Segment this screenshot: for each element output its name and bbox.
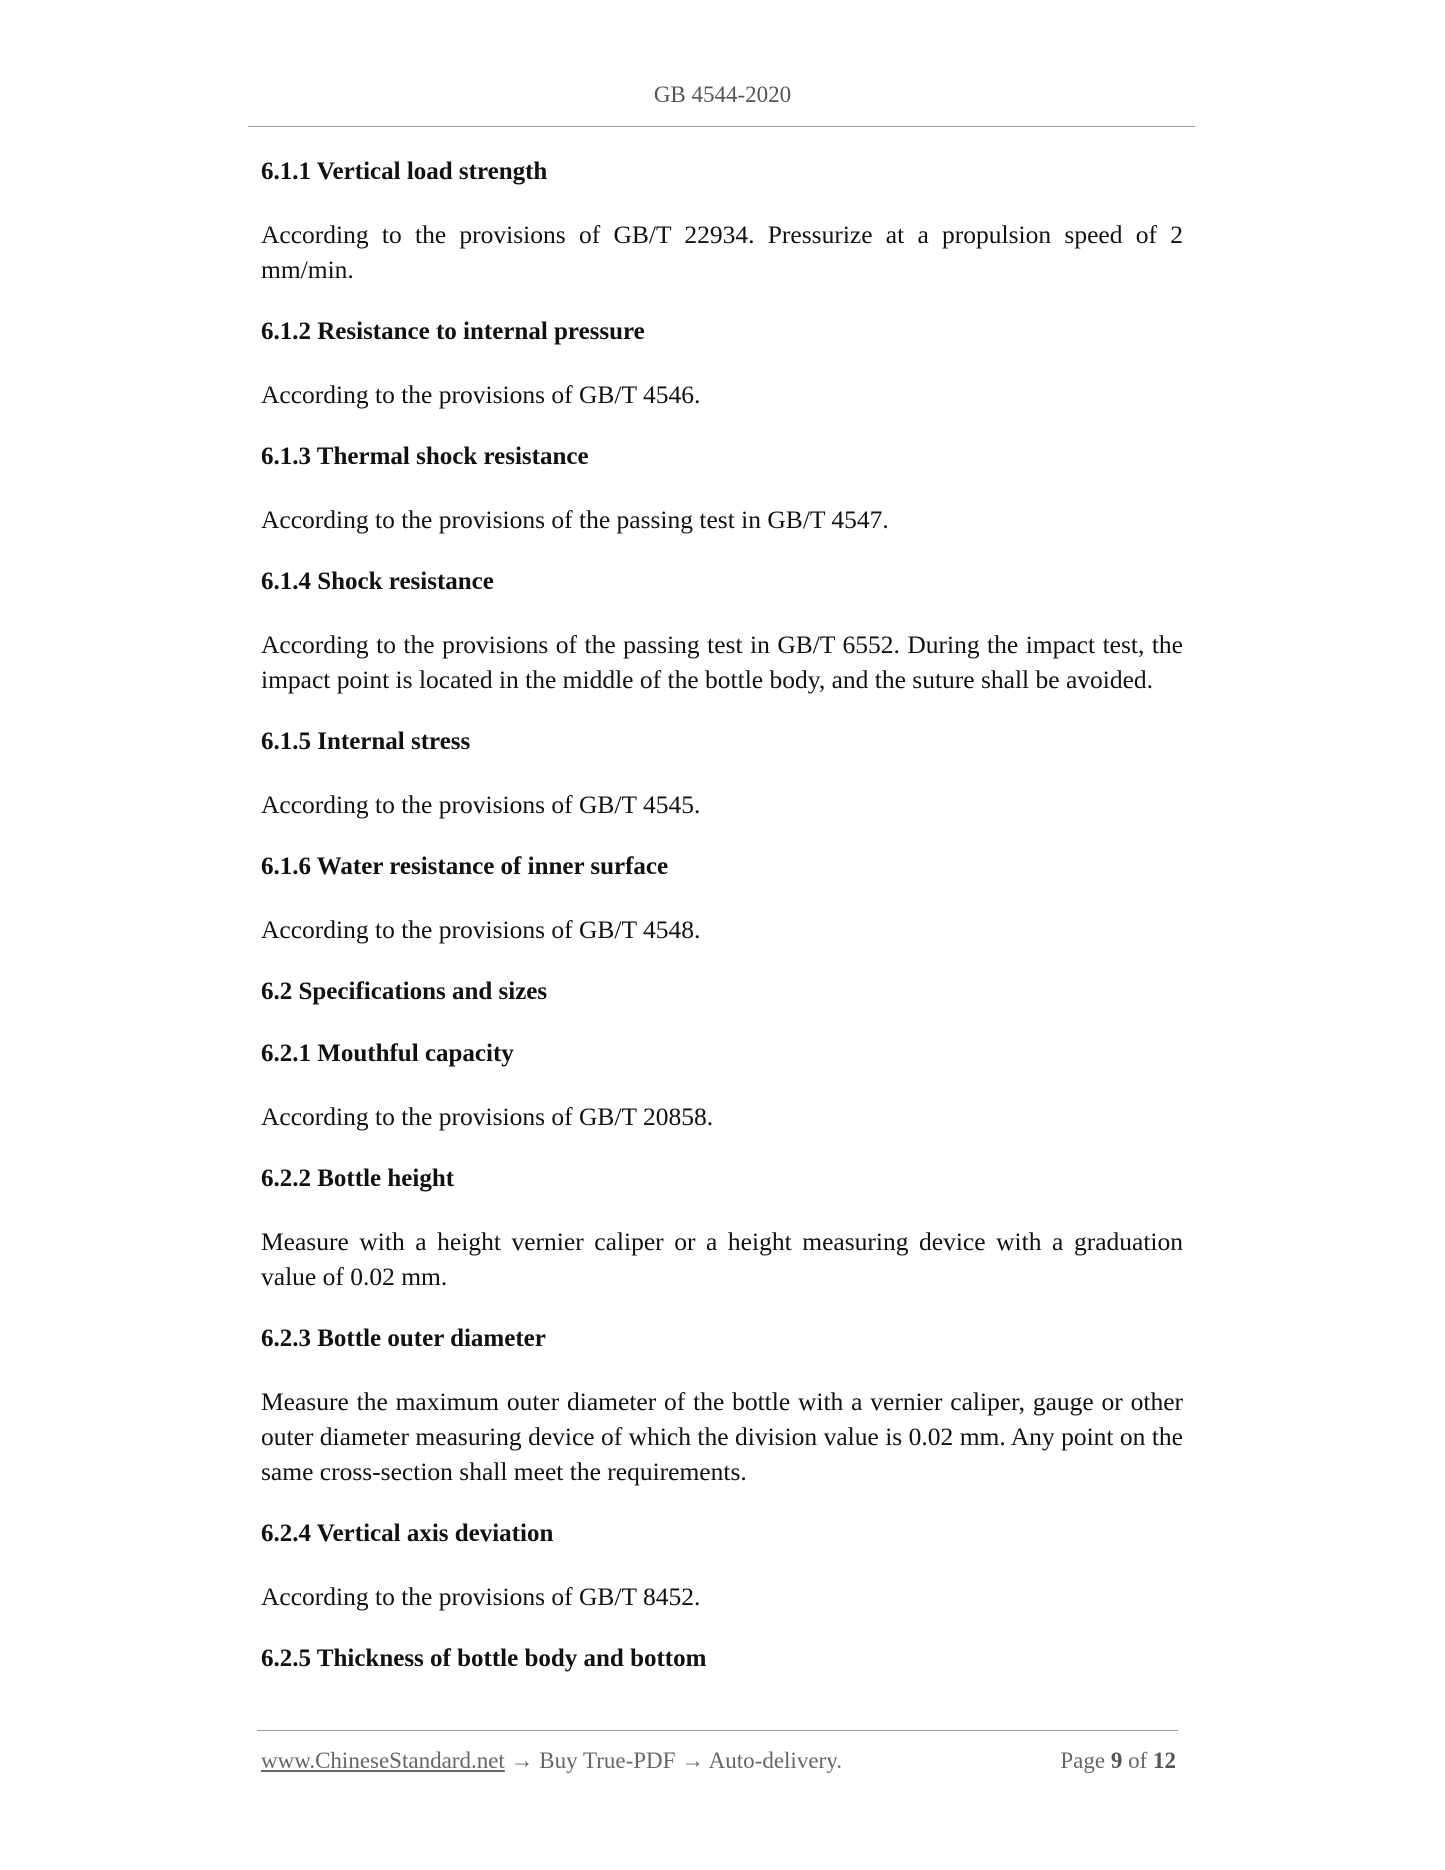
buy-true-pdf-text: Buy True-PDF	[539, 1748, 676, 1773]
section-heading-6-2-5: 6.2.5 Thickness of bottle body and bottom	[261, 1645, 707, 1672]
section-heading-6-2-2: 6.2.2 Bottle height	[261, 1165, 455, 1192]
page-number	[1060, 1748, 1176, 1774]
section-text-6-1-4: According to the provisions of the passing test in GB/T 6552. During the impact test, the impact point is located in the middle of the bottle body, and the suture shall be avoided.	[261, 630, 1183, 694]
section-heading-6-2-4: 6.2.4 Vertical axis deviation	[261, 1520, 554, 1547]
document-body	[261, 155, 1183, 1704]
section-text-6-2-1: According to the provisions of GB/T 20858.	[261, 1102, 714, 1131]
footer-divider	[257, 1730, 1178, 1731]
section-text-6-1-3: According to the provisions of the passing test in GB/T 4547.	[261, 505, 889, 534]
section-text-6-1-1: According to the provisions of GB/T 22934. Pressurize at a propulsion speed of 2 mm/min.	[261, 220, 1183, 284]
footer-promo	[261, 1748, 842, 1774]
section-text-6-1-2: According to the provisions of GB/T 4546.	[261, 380, 701, 409]
arrow-right-icon: →	[510, 1748, 534, 1773]
section-heading-6-1-3: 6.1.3 Thermal shock resistance	[261, 443, 589, 470]
header-divider	[248, 126, 1195, 127]
section-text-6-2-4: According to the provisions of GB/T 8452.	[261, 1582, 701, 1611]
section-text-6-2-2: Measure with a height vernier caliper or a height measuring device with a graduation value of 0.02 mm.	[261, 1227, 1183, 1291]
document-header-title: GB 4544-2020	[653, 82, 792, 107]
section-heading-6-2: 6.2 Specifications and sizes	[261, 978, 548, 1005]
section-heading-6-1-6: 6.1.6 Water resistance of inner surface	[261, 853, 669, 880]
page-current: 9	[1110, 1748, 1123, 1773]
section-text-6-1-5: According to the provisions of GB/T 4545.	[261, 790, 701, 819]
section-heading-6-1-5: 6.1.5 Internal stress	[261, 728, 471, 755]
chinese-standard-link[interactable]: www.ChineseStandard.net	[261, 1748, 505, 1773]
section-heading-6-1-4: 6.1.4 Shock resistance	[261, 568, 494, 595]
section-heading-6-1-1: 6.1.1 Vertical load strength	[261, 158, 548, 185]
auto-delivery-text: Auto-delivery.	[708, 1748, 842, 1773]
page-total: 12	[1153, 1748, 1176, 1773]
section-text-6-2-3: Measure the maximum outer diameter of the bottle with a vernier caliper, gauge or other outer diameter measuring device of which the division value is 0.02 mm. Any point on the same cross-section shall meet the requirements.	[261, 1387, 1183, 1486]
section-heading-6-2-3: 6.2.3 Bottle outer diameter	[261, 1325, 546, 1352]
section-heading-6-2-1: 6.2.1 Mouthful capacity	[261, 1040, 514, 1067]
page-label: Page	[1060, 1748, 1106, 1773]
section-text-6-1-6: According to the provisions of GB/T 4548.	[261, 915, 701, 944]
section-heading-6-1-2: 6.1.2 Resistance to internal pressure	[261, 318, 645, 345]
arrow-right-icon: →	[681, 1748, 705, 1773]
page-of-label: of	[1128, 1748, 1148, 1773]
